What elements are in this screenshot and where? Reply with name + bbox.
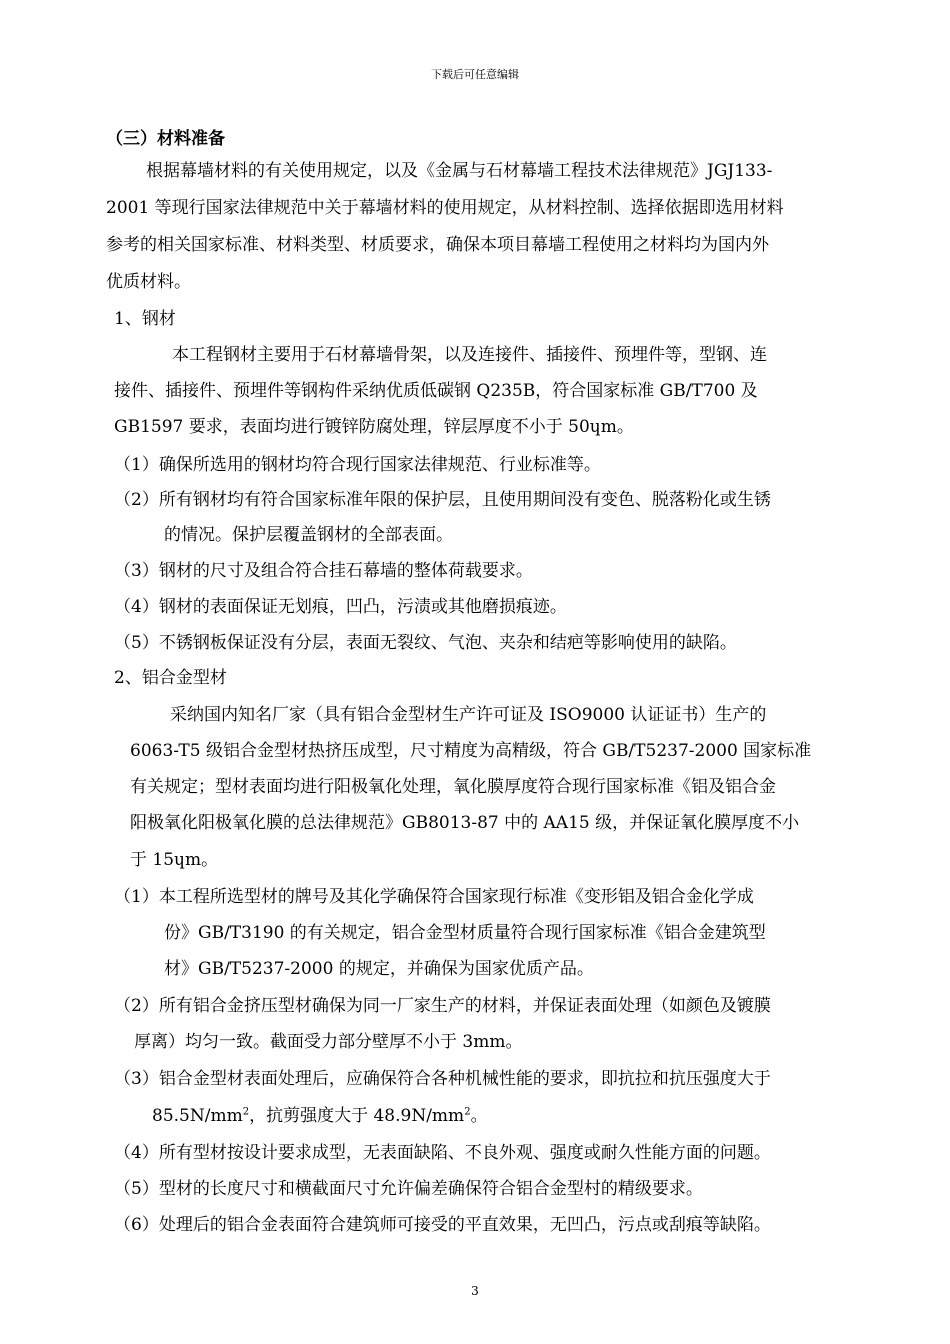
intro-line-2: 2001 等现行国家法律规范中关于幕墙材料的使用规定，从材料控制、选择依据即选用材料 — [106, 198, 784, 218]
aluminum-line-1: 采纳国内知名厂家（具有铝合金型材生产许可证及 ISO9000 认证证书）生产的 — [170, 705, 767, 725]
aluminum-line-2: 6063-T5 级铝合金型材热挤压成型，尺寸精度为高精级，符合 GB/T5237-2000 国家标准 — [130, 741, 812, 761]
aluminum-line-4: 阳极氧化阳极氧化膜的总法律规范》GB8013-87 中的 AA15 级，并保证氧化膜厚度不小 — [130, 813, 800, 833]
aluminum-item-1-cont: 份》GB/T3190 的有关规定，铝合金型材质量符合现行国家标准《铝合金建筑型 — [164, 923, 766, 943]
intro-line-4: 优质材料。 — [106, 272, 191, 292]
superscript: 2 — [242, 1106, 250, 1118]
shear-strength-text: ，抗剪强度大于 48.9N/mm — [249, 1106, 465, 1126]
steel-heading: 1、钢材 — [114, 309, 176, 329]
aluminum-item-3: （3）铝合金型材表面处理后，应确保符合各种机械性能的要求，即抗拉和抗压强度大于 — [114, 1069, 771, 1089]
steel-line-2: 接件、插接件、预埋件等钢构件采纳优质低碳钢 Q235B，符合国家标准 GB/T700 及 — [114, 381, 758, 401]
page-header: 下载后可任意编辑 — [431, 68, 519, 81]
aluminum-item-5: （5）型材的长度尺寸和横截面尺寸允许偏差确保符合铝合金型村的精级要求。 — [114, 1179, 703, 1199]
aluminum-item-1: （1）本工程所选型材的牌号及其化学确保符合国家现行标准《变形铝及铝合金化学成 — [114, 887, 754, 907]
tensile-strength-value: 85.5N/mm — [152, 1106, 243, 1126]
steel-line-3: GB1597 要求，表面均进行镀锌防腐处理，锌层厚度不小于 50ɥm。 — [114, 417, 634, 437]
aluminum-heading: 2、铝合金型材 — [114, 668, 227, 688]
steel-item-1: （1）确保所选用的钢材均符合现行国家法律规范、行业标准等。 — [114, 455, 601, 475]
aluminum-item-3-cont — [152, 1101, 488, 1126]
steel-item-4: （4）钢材的表面保证无划痕，凹凸，污渍或其他磨损痕迹。 — [114, 597, 567, 617]
steel-item-2-cont: 的情况。保护层覆盖钢材的全部表面。 — [164, 525, 453, 545]
aluminum-line-5: 于 15ɥm。 — [130, 850, 219, 870]
intro-line-3: 参考的相关国家标准、材料类型、材质要求，确保本项目幕墙工程使用之材料均为国内外 — [106, 235, 769, 255]
section-title: （三）材料准备 — [106, 129, 225, 149]
steel-item-5: （5）不锈钢板保证没有分层，表面无裂纹、气泡、夹杂和结疤等影响使用的缺陷。 — [114, 633, 737, 653]
aluminum-item-4: （4）所有型材按设计要求成型，无表面缺陷、不良外观、强度或耐久性能方面的问题。 — [114, 1143, 771, 1163]
intro-line-1: 根据幕墙材料的有关使用规定，以及《金属与石材幕墙工程技术法律规范》JGJ133- — [146, 161, 773, 181]
aluminum-item-2-cont: 厚离）均匀一致。截面受力部分壁厚不小于 3mm。 — [134, 1032, 523, 1052]
aluminum-item-2: （2）所有铝合金挤压型材确保为同一厂家生产的材料，并保证表面处理（如颜色及镀膜 — [114, 996, 771, 1016]
superscript: 2 — [464, 1106, 471, 1118]
steel-item-2: （2）所有钢材均有符合国家标准年限的保护层，且使用期间没有变色、脱落粉化或生锈 — [114, 490, 771, 510]
steel-item-3: （3）钢材的尺寸及组合符合挂石幕墙的整体荷载要求。 — [114, 561, 533, 581]
aluminum-line-3: 有关规定；型材表面均进行阳极氧化处理，氧化膜厚度符合现行国家标准《铝及铝合金 — [130, 777, 776, 797]
aluminum-item-6: （6）处理后的铝合金表面符合建筑师可接受的平直效果，无凹凸，污点或刮痕等缺陷。 — [114, 1215, 771, 1235]
page-number: 3 — [471, 1284, 479, 1298]
steel-line-1: 本工程钢材主要用于石材幕墙骨架，以及连接件、插接件、预埋件等，型钢、连 — [172, 345, 767, 365]
aluminum-item-1-cont2: 材》GB/T5237-2000 的规定，并确保为国家优质产品。 — [164, 959, 594, 979]
period: 。 — [470, 1106, 488, 1126]
